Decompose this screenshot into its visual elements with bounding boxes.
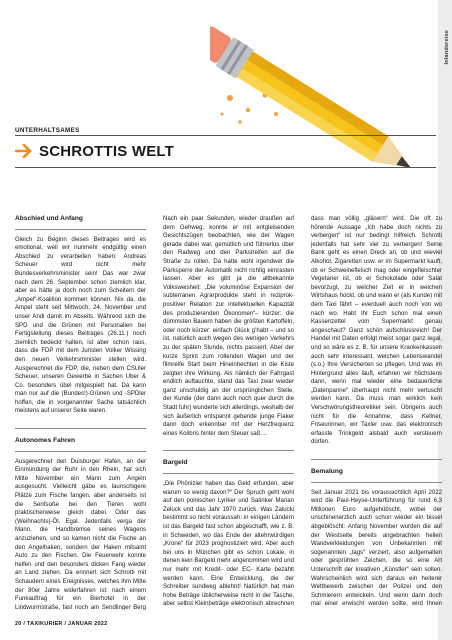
article-column-3	[311, 215, 442, 610]
column-subheading: Autonomes Fahren	[15, 428, 146, 452]
column-subheading: Bargeld	[163, 450, 294, 474]
paragraph: Gleich zu Beginn dieses Beitrages wird es emotional, weil wir nunmehr endgültig einen Abschied zu verarbeiten haben: Andreas Scheuer wird nicht mehr Bundesverkehrsminister sein! Das war zwar nach dem 26. September schon ziemlich klar, aber es hätte ja doch noch zum Scheitern der „Ampel“-Koalition kommen können. Nix da, die Ampel steht seit Mittwoch, 24. November und unser Andi damit im Abseits. Während sich die SPD und die Grünen mit Personalien bei Fertigstellung dieses Beitrages (26.11.) noch ziemlich bedeckt halten, ist aber schon raus, dass die FDP mit dem Juristen Volker Wissing den neuen Verkehrsminister stellen wird. Ausgerechnet die FDP, die, neben dem CSUler Scheuer, unseren Gewerbe in Sachen Uber & Co. besonders übel mitgespielt hat. Da kann man nur auf die (Bundes!)-Grünen und -SPDler hoffen, die in vorgenannter Sache tatsächlich meistens auf unserer Seite waren.	[15, 236, 146, 415]
paragraph: Nach ein paar Sekunden, wieder draußen auf dem Gehweg, konnte er mit entgleisenden Gesichtszügen beobachten, wie der Wagen gerade dabei war, gemütlich und führerlos über den Radweg und den Parkstreifen auf die Straße zu rollen. Da hatte wohl irgendwer die Parksperre der Automatik nicht richtig eimrasten lassen. Aber es gibt ja die altbekannte Volksweisheit: „Die voluminöse Expansion der subterranen Agrarprodukte steht in reziprok-positiver Relation zur intellektuellen Kapazität des produzierenden Ökonomen“– kürzer: die dümmsten Bauern haben die größten Kartoffeln, oder noch kürzer: einfach Glück g’habt – und so ist, natürlich auch wegen des wenigen Verkehrs zu der späten Stunde, nichts passiert. Aber der kurze Sprint zum rollenden Wagen und der filmreife Start beim Hineinhechten in die Kiste zeigten ihre Wirkung. Als nämlich der Fahrgast endlich auftauchte, stand das Taxi zwar wieder ganz unschuldig an der ursprünglichen Stelle, der Kunde (der dann auch noch quer durch die Stadt fuhr) wunderte sich allerdings, weshalb der sich äußerlich entspannt gebende junge Fiaker dann doch erkennbar mit der Herzfrequenz eines Kolibris hinter dem Steuer saß ...	[163, 216, 294, 437]
article-title: SCHROTTIS WELT	[39, 142, 175, 160]
section-label: UNTERHALTSAMES	[15, 127, 80, 134]
article-column-1	[15, 215, 146, 610]
side-section-label: Inlandsreise	[444, 30, 450, 65]
paragraph: Seit Januar 2021 bis voraussichtlich April 2022 wird die Paul-Heyse-Unterführung für rund 6,3 Millionen Euro aufgehübscht, wobei der unschinenerzlich auch schon wieder ein bissel abgeblöscht: Anfang November wurden die auf der Westseite bereits angebrachten hellen Wandverkleidungen von Unbekannten mit sogenannten „tags“ verziert, also aufgemalten oder gesprühten Zeichen, die so eine Art Unterschrift der kreativen „Künstler“ sein sollen. Wahrscheinlich wird sich daraus ein heiterer Wettbewerb zwischen der Polizei und den Schmierern entwickeln. Und wenn dann doch mal einer erwischt werden sollte, wird Ihnen	[311, 489, 442, 608]
arrow-right-icon	[15, 144, 33, 158]
section-rule	[15, 135, 436, 136]
paragraph: dass man völlig „gläsern“ wird. Die oft zu hörende Aussage „Ich habe doch nichts zu verbergen“ ist nur bedingt hilfreich. Schrotti jedenfalls hat sehr viel zu verbergen! Seine Bank geht es einen Dreck an, ob und wieviel Alkohol, Zigaretten usw. er im Supermarkt kauft, ob er Schweinefleisch mag oder eingefleischter Vegetarier ist, ob er Schokolade oder Salat bevorzugt, zu welcher Zeit er in welchen Wirtshaus hockt, ob und wann er (als Kunde) mit dem Taxi fährt – eventuell auch noch von wo nach wo. Habt Ihr Euch schon mal einen Kassenzettel vom Supermarkt genau angeschaut? Ganz schön aufschlussreich! Der Handel mit Daten erfolgt meist sogar ganz legal, und so wäre es z. B. für unsere Krankenkassen auch sehr interessant, welchen Lebenswandel (s.o.) Ihre Versicherten so pflegen. Und was im Hintergrund alles läuft, erfahren wir höchstens dann, wenn mal wieder eine bedauerliche „Datenpanne“ überhaupt nicht mehr vertuscht werden kann. Da muss man wirklich kein Verschwörungstheoretiker sein. Übrigens auch nicht für die Annahme, dass Kellner, Friseurinnen, wir Taxler usw. das elektronisch erfasste Trinkgeld alsbald auch versteuern dürfen.	[311, 216, 442, 446]
paragraph: „Die Phönizier haben das Geld erfunden, aber warum so wenig davon?“ Der Spruch geht wohl auf den polnischen Lyriker und Satiriker Marian Zeluck und das Jahr 1970 zurück. Was Zalucki bestimmt so nicht voraussah: in einigen Ländern ist das Bargeld fast schon abgeschafft, wie z. B. in Schweden, wo das Ende der altehrwürdigen „Krone“ für 2023 prognostiziert wird. Aber auch bei uns in München gibt es schon Lokale, in denen kein Bargeld mehr angenommen wird und nur mehr mit Kredit- oder EC- Karte bezahlt werden kann. Eine Entwicklung, die der Schreiber sundweg ablehnt! Natürlich hat man hohe Beträge üblicherweise nicht in der Tasche, aber selbst Kleinbeträge elektronisch abrechnen	[163, 481, 294, 608]
article-title-row	[15, 138, 174, 164]
column-subheading: Bemalung	[311, 459, 442, 483]
column-heading: Abschied und Anfang	[15, 215, 146, 230]
article-column-2	[163, 215, 294, 610]
title-rule	[15, 167, 436, 168]
pencil-with-eraser-crumbs-icon	[210, 2, 440, 202]
paragraph: Ausgerechnet den Duisburger Hafen, an der Einmündung der Ruhr in den Rhein, hat sich Mitte November ein Mann zum Angeln ausgesucht. Vielleicht gäbe es launschigere Plätze zum Fische fangen, aber anderseits ist die Senfsoße bei den Tieren wohl praktischerweise gleich dabei. Oder das (Weihnachts)-Öl. Egal. Jedenfalls verga der Mann, die Handbremse seines Wagens anzuziehen, und so kamen nicht die Fische an den Angelhaken, sondern der Haken mitsamt Auto zu den Fischen. Die Feuerwehr konnte helfen und den besonders dicken Fang wieder an Land ziehen. Da erinnert sich Schrotti mit Schaudern eines Ereignisses, welches ihm Mitte der 80er Jahre widerfahren ist: nach einem Funkauftrag für ein Bierhotel in der Lindwurmstraße, fast noch am Sendlinger Berg	[15, 458, 146, 610]
page-footer: 20 / TAXIKURIER / JANUAR 2022	[15, 621, 108, 627]
